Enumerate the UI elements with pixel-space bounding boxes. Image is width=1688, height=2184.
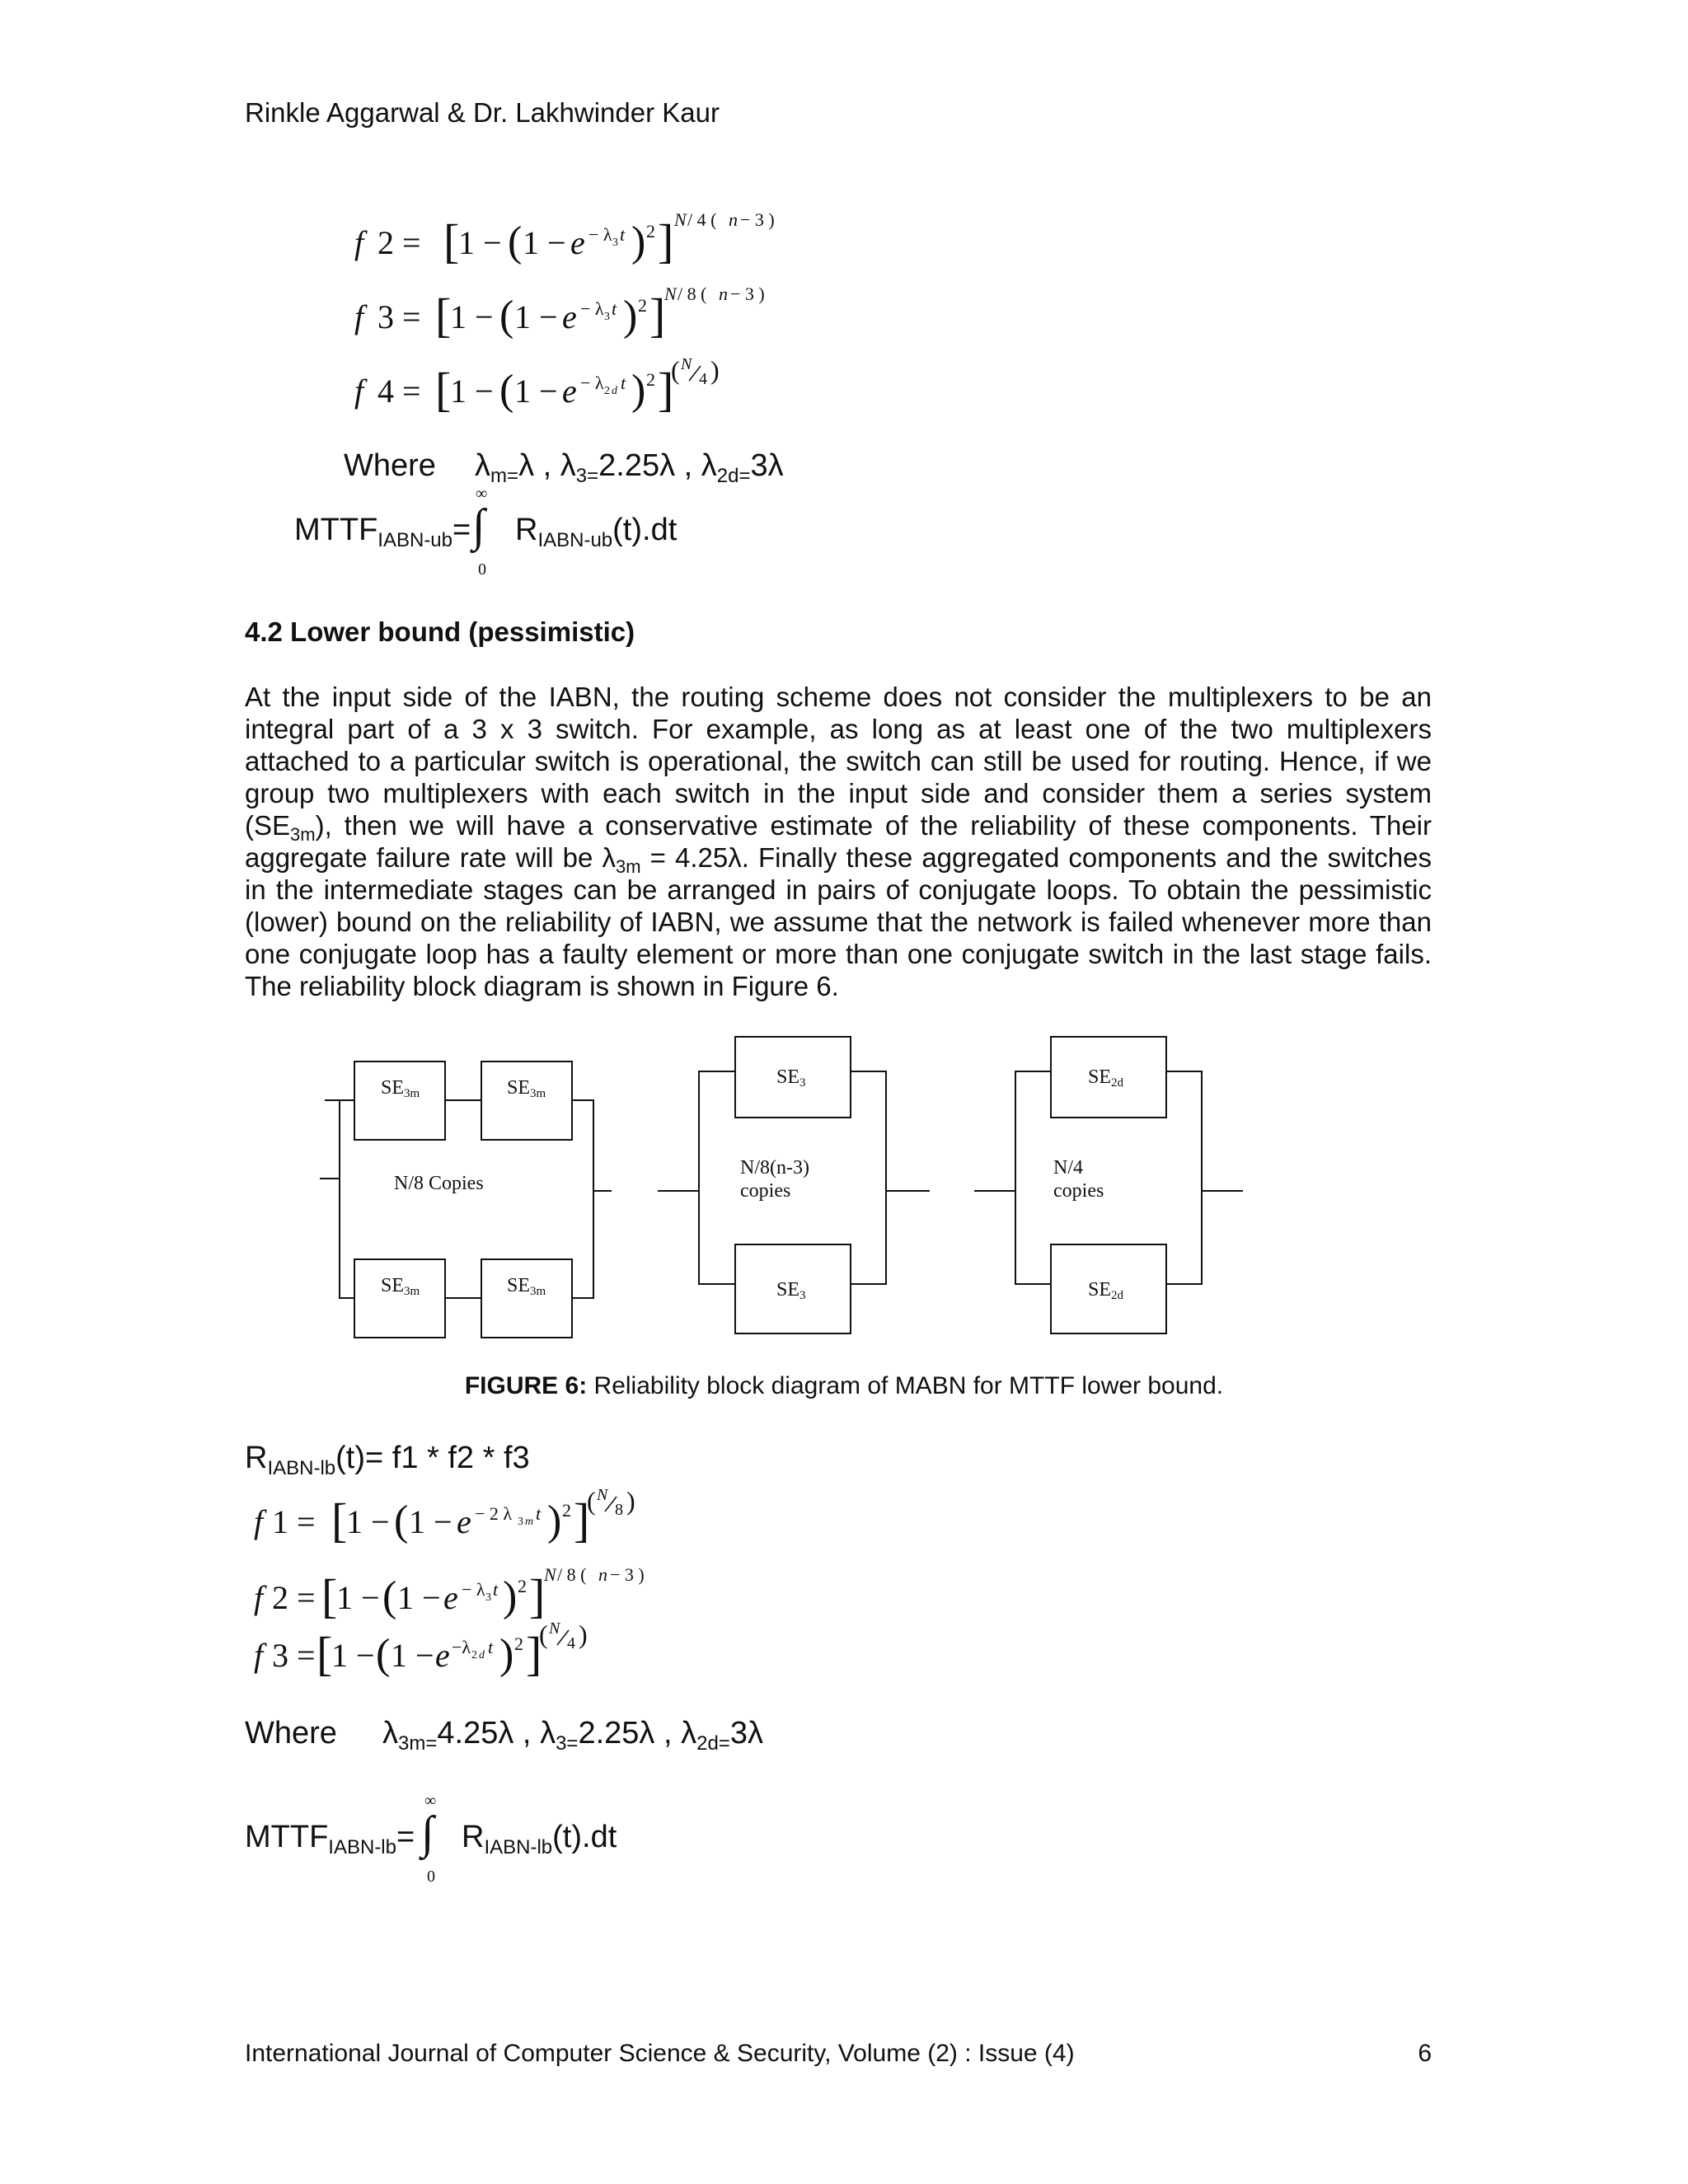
block-n8-copies [320, 1062, 612, 1338]
equation-f3-upper [354, 284, 765, 342]
paragraph-line: integral part of a 3 x 3 switch. For example, as long as at least one of the two multiplexers [245, 714, 1432, 744]
svg-text:]: ] [529, 1569, 546, 1623]
se3m-label: SE3m [507, 1077, 546, 1100]
svg-text:t: t [621, 373, 626, 393]
svg-text:): ) [499, 1631, 514, 1678]
svg-text:e: e [562, 373, 577, 410]
copies-label: N/4 [1053, 1157, 1083, 1179]
svg-text:4: 4 [567, 1634, 575, 1652]
svg-text:N: N [544, 1564, 556, 1585]
svg-text:): ) [503, 1573, 518, 1620]
where-label: Where [344, 448, 436, 483]
svg-text:f: f [254, 1579, 264, 1616]
svg-text:(: ( [394, 1497, 409, 1544]
equation-f2-lower [254, 1564, 645, 1623]
svg-text:t: t [488, 1637, 494, 1657]
svg-text:1 −: 1 − [409, 1503, 452, 1540]
svg-text:3: 3 [518, 1516, 523, 1528]
svg-text:[: [ [443, 214, 460, 268]
journal-citation: International Journal of Computer Science & Security, Volume (2) : Issue (4) [245, 2040, 1075, 2067]
svg-text:1 =: 1 = [272, 1503, 316, 1540]
integral-sign: ∫ [472, 500, 485, 551]
svg-text:3 =: 3 = [377, 298, 421, 335]
svg-text:d: d [479, 1649, 485, 1661]
svg-text:4 =: 4 = [377, 373, 421, 410]
svg-text:): ) [631, 367, 646, 414]
equation-f3-lower [254, 1619, 588, 1680]
equation-f1-lower [254, 1486, 635, 1547]
body-paragraph [245, 681, 1432, 1002]
reliability-lower-formula: $R_{IABN-lb}(t)= f1 * f2 * f3$ [245, 1441, 530, 1479]
svg-text:1 −: 1 − [397, 1579, 441, 1616]
running-header: Rinkle Aggarwal & Dr. Lakhwinder Kaur [245, 97, 720, 128]
svg-text:/ 4 (: / 4 ( [687, 209, 717, 230]
svg-text:(: ( [587, 1486, 596, 1516]
svg-text:f: f [254, 1637, 264, 1674]
copies-label: copies [1053, 1180, 1104, 1202]
svg-text:1 −: 1 − [450, 298, 494, 335]
se3m-label: SE3m [381, 1077, 420, 1100]
lower-bound-equations [246, 1475, 674, 1690]
equation-f2-upper [354, 209, 775, 268]
figure-caption: FIGURE 6: Reliability block diagram of MABN for MTTF lower bound. [464, 1372, 1224, 1399]
svg-text:n: n [598, 1564, 607, 1585]
upper-bound-where: Where $\lambda_{m=}\lambda$ , $\lambda_{3=}2.25\lambda$ , $\lambda_{2d=}3\lambda$ [344, 448, 784, 487]
svg-text:− 3 ): − 3 ) [740, 209, 775, 230]
svg-text:f: f [354, 373, 364, 410]
svg-text:(: ( [499, 293, 514, 340]
mttf-lower-integrand: $R_{IABN-lb}(t).dt$ [462, 1820, 617, 1858]
integral-upper-limit: ∞ [424, 1792, 437, 1810]
svg-text:[: [ [331, 1493, 348, 1547]
mttf-upper-integrand: $R_{IABN-ub}(t).dt$ [515, 513, 678, 551]
se3m-label: SE3m [381, 1275, 420, 1298]
paragraph-line: attached to a particular switch is operational, the switch can still be used for routing. Hence, if we [245, 746, 1432, 776]
svg-text:−λ: −λ [452, 1637, 471, 1657]
svg-text:1 −: 1 − [514, 298, 558, 335]
svg-text:t: t [536, 1503, 542, 1524]
svg-text:e: e [443, 1579, 458, 1616]
svg-text:/ 8 (: / 8 ( [557, 1564, 587, 1585]
svg-text:2: 2 [514, 1633, 523, 1654]
svg-text:− 3 ): − 3 ) [730, 284, 765, 304]
svg-text:]: ] [658, 214, 674, 268]
svg-text:− 3 ): − 3 ) [610, 1564, 645, 1585]
svg-text:4: 4 [699, 370, 707, 388]
lambda-2d-param: $\lambda_{2d=}3\lambda$ [701, 448, 784, 487]
svg-text:N: N [664, 284, 677, 304]
svg-text:f: f [354, 298, 364, 335]
mttf-upper-formula: $MTTF_{IABN-ub}=$ [294, 513, 471, 551]
svg-text:2: 2 [471, 1649, 477, 1661]
svg-text:(: ( [499, 367, 514, 414]
se3m-box [354, 1062, 445, 1140]
svg-text:e: e [457, 1503, 471, 1540]
svg-text:1 −: 1 − [391, 1637, 434, 1674]
svg-text:2: 2 [646, 369, 655, 390]
svg-text:n: n [719, 284, 728, 304]
lambda-m-param: $\lambda_{m=}\lambda$ [475, 448, 535, 487]
svg-text:2: 2 [638, 295, 647, 316]
svg-text:N: N [549, 1619, 560, 1638]
svg-text:e: e [570, 224, 585, 261]
page-number: 6 [1418, 2040, 1432, 2067]
se3m-box [481, 1259, 572, 1338]
se3m-box [481, 1062, 572, 1140]
se3m-box [354, 1259, 445, 1338]
lower-bound-where: Where $\lambda_{3m=}4.25\lambda$ , $\lambda_{3=}2.25\lambda$ , $\lambda_{2d=}3\lambda$ [245, 1716, 763, 1755]
svg-text:t: t [493, 1579, 499, 1600]
svg-text:(: ( [539, 1619, 548, 1649]
svg-text:/ 8 (: / 8 ( [678, 284, 707, 304]
lambda-3-param: $\lambda_{3=}2.25\lambda$ [560, 448, 676, 487]
integral-lower-limit: 0 [478, 560, 486, 579]
svg-text:(: ( [508, 218, 523, 265]
svg-text:2 =: 2 = [272, 1579, 316, 1616]
paragraph-line: group two multiplexers with each switch in the input side and consider them a series system [245, 778, 1432, 808]
svg-text:[: [ [435, 363, 452, 416]
upper-bound-equations [346, 198, 874, 420]
svg-text:1 −: 1 − [514, 373, 558, 410]
svg-text:2: 2 [518, 1576, 527, 1596]
integral-sign: ∫ [421, 1807, 434, 1858]
copies-label: N/8(n-3) [740, 1157, 809, 1179]
lambda-2d-param: $\lambda_{2d=}3\lambda$ [681, 1716, 763, 1755]
se2d-label: SE2d [1088, 1279, 1124, 1302]
svg-text:2: 2 [562, 1500, 571, 1521]
svg-text:3: 3 [612, 237, 618, 249]
copies-label: copies [740, 1180, 791, 1202]
svg-text:d: d [612, 385, 617, 397]
svg-text:1 −: 1 − [331, 1637, 375, 1674]
svg-text:t: t [620, 224, 626, 245]
se3-label: SE3 [776, 1066, 806, 1090]
svg-text:− λ: − λ [580, 298, 604, 319]
svg-text:1 −: 1 − [346, 1503, 390, 1540]
svg-text:N: N [597, 1486, 608, 1504]
svg-text:]: ] [526, 1627, 542, 1680]
svg-text:(: ( [671, 355, 680, 385]
svg-text:[: [ [321, 1569, 338, 1623]
svg-text:1 −: 1 − [450, 373, 494, 410]
svg-text:1 −: 1 − [458, 224, 502, 261]
svg-text:n: n [729, 209, 738, 230]
svg-text:8: 8 [615, 1501, 623, 1519]
svg-text:f: f [354, 224, 364, 261]
paragraph-line: aggregate failure rate will be $\lambda_{3m} = 4.25\lambda$. Finally these aggregated components and the switches [245, 842, 1432, 877]
svg-text:N: N [674, 209, 687, 230]
svg-text:1 −: 1 − [523, 224, 566, 261]
mttf-lower-formula: $MTTF_{IABN-lb}=$ [245, 1820, 415, 1858]
svg-text:[: [ [316, 1627, 333, 1680]
se3-label: SE3 [776, 1279, 806, 1302]
where-label: Where [245, 1716, 337, 1750]
svg-text:N: N [681, 355, 692, 373]
se3m-label: SE3m [507, 1275, 546, 1298]
integral-upper-limit: ∞ [476, 485, 488, 503]
svg-text:): ) [631, 218, 646, 265]
svg-text:]: ] [658, 363, 674, 416]
paragraph-line: $(SE_{3m})$, then we will have a conservative estimate of the reliability of these components. Their [245, 810, 1432, 845]
svg-text:− λ: − λ [580, 373, 604, 393]
section-heading: 4.2 Lower bound (pessimistic) [245, 616, 635, 647]
svg-text:− λ: − λ [462, 1579, 485, 1600]
svg-text:3: 3 [485, 1591, 491, 1604]
svg-text:m: m [525, 1516, 534, 1528]
svg-text:1 −: 1 − [336, 1579, 380, 1616]
svg-text:(: ( [376, 1631, 391, 1678]
svg-text:]: ] [574, 1493, 590, 1547]
svg-text:t: t [612, 298, 617, 319]
svg-text:3: 3 [604, 311, 610, 323]
svg-text:2: 2 [604, 385, 610, 397]
page-footer [245, 2040, 1432, 2068]
equation-f4-upper [354, 355, 720, 416]
svg-text:e: e [435, 1637, 450, 1674]
svg-text:2: 2 [646, 221, 655, 241]
svg-text:): ) [623, 293, 638, 340]
svg-text:[: [ [435, 288, 452, 342]
paragraph-line: in the intermediate stages can be arranged in pairs of conjugate loops. To obtain the pessimistic [245, 874, 1432, 905]
svg-text:− 2 λ: − 2 λ [475, 1503, 513, 1524]
svg-text:2 =: 2 = [377, 224, 421, 261]
lambda-3m-param: $\lambda_{3m=}4.25\lambda$ [382, 1716, 514, 1755]
svg-text:): ) [579, 1619, 588, 1649]
svg-text:(: ( [382, 1573, 397, 1620]
svg-text:): ) [547, 1497, 562, 1544]
svg-text:f: f [254, 1503, 264, 1540]
paragraph-line: The reliability block diagram is shown in Figure 6. [245, 971, 839, 1001]
copies-label: N/8 Copies [394, 1173, 484, 1194]
paragraph-line: one conjugate loop has a faulty element or more than one conjugate switch in the last stage fails. [245, 939, 1432, 969]
svg-text:): ) [710, 355, 720, 385]
paragraph-line: (lower) bound on the reliability of IABN, we assume that the network is failed whenever more than [245, 907, 1432, 937]
svg-text:− λ: − λ [588, 224, 612, 245]
reliability-block-diagram [313, 1022, 1253, 1343]
svg-text:e: e [562, 298, 577, 335]
svg-text:3 =: 3 = [272, 1637, 316, 1674]
paragraph-line: At the input side of the IABN, the routing scheme does not consider the multiplexers to be an [245, 682, 1432, 712]
svg-text:): ) [626, 1486, 635, 1516]
se2d-label: SE2d [1088, 1066, 1124, 1090]
svg-text:]: ] [649, 288, 666, 342]
lambda-3-param: $\lambda_{3=}2.25\lambda$ [540, 1716, 655, 1755]
integral-lower-limit: 0 [427, 1868, 435, 1886]
